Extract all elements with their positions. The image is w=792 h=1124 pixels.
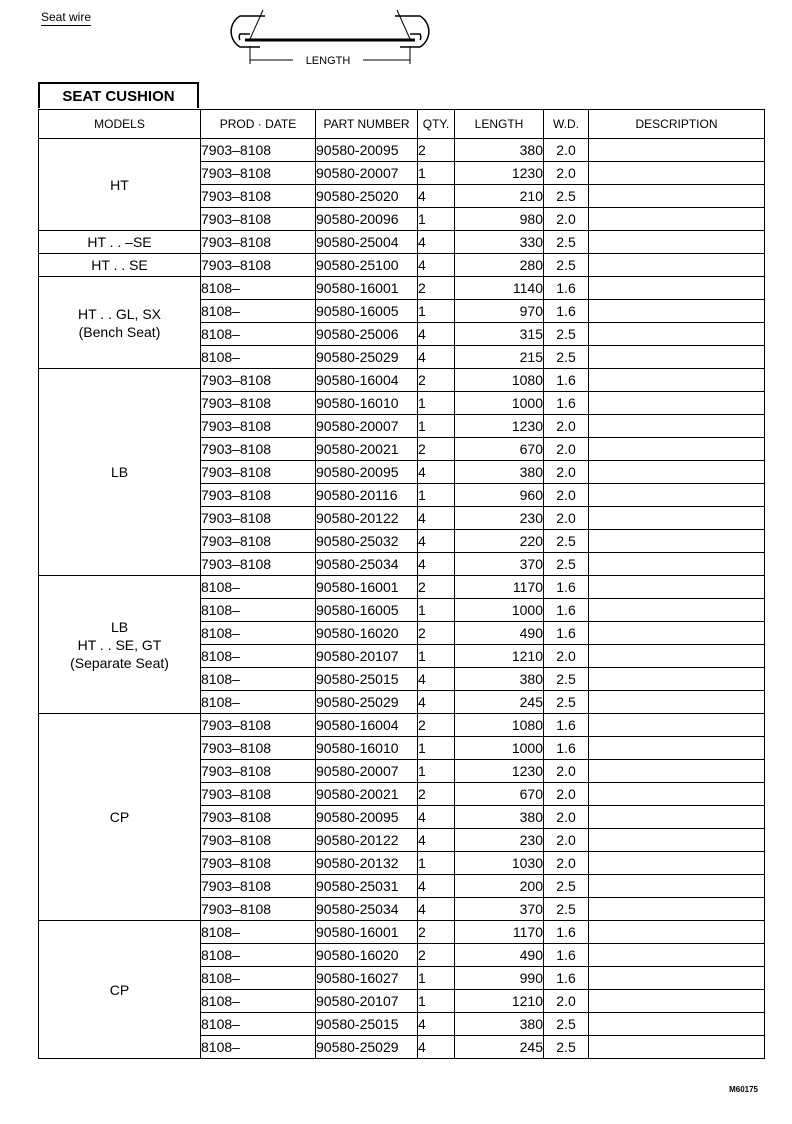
part-number-cell: 90580-20095 (316, 806, 418, 829)
qty-cell: 1 (418, 737, 455, 760)
description-cell (589, 852, 765, 875)
length-cell: 1000 (455, 599, 544, 622)
description-cell (589, 438, 765, 461)
part-number-cell: 90580-20107 (316, 990, 418, 1013)
part-number-cell: 90580-16027 (316, 967, 418, 990)
qty-cell: 1 (418, 599, 455, 622)
length-cell: 1230 (455, 162, 544, 185)
prod-date-cell: 7903–8108 (201, 737, 316, 760)
document-code: M60175 (729, 1085, 758, 1094)
wd-cell: 1.6 (544, 392, 589, 415)
model-name: LB (110, 464, 129, 480)
description-cell (589, 990, 765, 1013)
prod-date-cell: 7903–8108 (201, 162, 316, 185)
part-number-cell: 90580-16010 (316, 737, 418, 760)
length-cell: 1230 (455, 760, 544, 783)
wd-cell: 2.5 (544, 323, 589, 346)
prod-date-cell: 8108– (201, 346, 316, 369)
wd-cell: 2.0 (544, 829, 589, 852)
prod-date-cell: 8108– (201, 622, 316, 645)
part-number-cell: 90580-25029 (316, 1036, 418, 1059)
part-number-cell: 90580-20007 (316, 162, 418, 185)
col-qty: QTY. (418, 110, 455, 139)
model-name: (Separate Seat) (70, 654, 169, 671)
qty-cell: 1 (418, 392, 455, 415)
description-cell (589, 760, 765, 783)
part-number-cell: 90580-25032 (316, 530, 418, 553)
part-number-cell: 90580-20122 (316, 829, 418, 852)
description-cell (589, 484, 765, 507)
model-cell (39, 576, 201, 714)
prod-date-cell: 7903–8108 (201, 185, 316, 208)
seat-wire-label: Seat wire (41, 10, 92, 24)
table-row (39, 576, 765, 599)
qty-cell: 2 (418, 622, 455, 645)
length-cell: 490 (455, 944, 544, 967)
length-cell: 1030 (455, 852, 544, 875)
prod-date-cell: 8108– (201, 967, 316, 990)
description-cell (589, 921, 765, 944)
col-prod-date: PROD · DATE (201, 110, 316, 139)
model-cell (39, 139, 201, 231)
prod-date-cell: 7903–8108 (201, 875, 316, 898)
description-cell (589, 576, 765, 599)
length-cell: 1230 (455, 415, 544, 438)
qty-cell: 4 (418, 668, 455, 691)
wd-cell: 1.6 (544, 277, 589, 300)
wd-cell: 2.0 (544, 438, 589, 461)
length-cell: 980 (455, 208, 544, 231)
length-cell: 1170 (455, 921, 544, 944)
description-cell (589, 967, 765, 990)
wd-cell: 2.5 (544, 875, 589, 898)
wd-cell: 2.5 (544, 254, 589, 277)
wd-cell: 1.6 (544, 622, 589, 645)
table-row (39, 231, 765, 254)
part-number-cell: 90580-16020 (316, 622, 418, 645)
part-number-cell: 90580-20021 (316, 783, 418, 806)
description-cell (589, 691, 765, 714)
qty-cell: 4 (418, 1036, 455, 1059)
wd-cell: 2.0 (544, 760, 589, 783)
wd-cell: 2.0 (544, 484, 589, 507)
prod-date-cell: 7903–8108 (201, 369, 316, 392)
prod-date-cell: 7903–8108 (201, 898, 316, 921)
wd-cell: 2.0 (544, 461, 589, 484)
prod-date-cell: 7903–8108 (201, 507, 316, 530)
table-row (39, 254, 765, 277)
length-cell: 670 (455, 783, 544, 806)
prod-date-cell: 8108– (201, 1013, 316, 1036)
parts-table-body (39, 139, 765, 1059)
qty-cell: 1 (418, 852, 455, 875)
prod-date-cell: 7903–8108 (201, 461, 316, 484)
qty-cell: 2 (418, 576, 455, 599)
part-number-cell: 90580-25100 (316, 254, 418, 277)
length-cell: 370 (455, 553, 544, 576)
qty-cell: 4 (418, 806, 455, 829)
part-number-cell: 90580-25006 (316, 323, 418, 346)
part-number-cell: 90580-16010 (316, 392, 418, 415)
wd-cell: 2.0 (544, 645, 589, 668)
description-cell (589, 231, 765, 254)
qty-cell: 4 (418, 185, 455, 208)
length-cell: 315 (455, 323, 544, 346)
description-cell (589, 622, 765, 645)
description-cell (589, 185, 765, 208)
prod-date-cell: 7903–8108 (201, 852, 316, 875)
model-cell (39, 277, 201, 369)
wd-cell: 2.0 (544, 990, 589, 1013)
part-number-cell: 90580-25034 (316, 898, 418, 921)
seat-wire-diagram (215, 2, 445, 72)
qty-cell: 4 (418, 898, 455, 921)
description-cell (589, 668, 765, 691)
description-cell (589, 254, 765, 277)
length-cell: 245 (455, 1036, 544, 1059)
part-number-cell: 90580-20007 (316, 760, 418, 783)
part-number-cell: 90580-20021 (316, 438, 418, 461)
header-row (39, 110, 765, 139)
model-name: HT . . –SE (87, 234, 152, 250)
qty-cell: 4 (418, 875, 455, 898)
qty-cell: 1 (418, 760, 455, 783)
model-cell (39, 369, 201, 576)
description-cell (589, 139, 765, 162)
part-number-cell: 90580-20096 (316, 208, 418, 231)
length-cell: 960 (455, 484, 544, 507)
part-number-cell: 90580-20107 (316, 645, 418, 668)
prod-date-cell: 8108– (201, 300, 316, 323)
part-number-cell: 90580-20132 (316, 852, 418, 875)
length-cell: 380 (455, 1013, 544, 1036)
part-number-cell: 90580-25004 (316, 231, 418, 254)
model-name: HT (110, 176, 129, 193)
part-number-cell: 90580-16004 (316, 369, 418, 392)
wd-cell: 2.5 (544, 691, 589, 714)
length-cell: 670 (455, 438, 544, 461)
description-cell (589, 369, 765, 392)
part-number-cell: 90580-20007 (316, 415, 418, 438)
length-cell: 215 (455, 346, 544, 369)
prod-date-cell: 7903–8108 (201, 553, 316, 576)
qty-cell: 4 (418, 323, 455, 346)
prod-date-cell: 7903–8108 (201, 829, 316, 852)
description-cell (589, 783, 765, 806)
qty-cell: 2 (418, 369, 455, 392)
model-cell (39, 714, 201, 921)
qty-cell: 1 (418, 990, 455, 1013)
wd-cell: 2.5 (544, 530, 589, 553)
prod-date-cell: 8108– (201, 576, 316, 599)
wd-cell: 1.6 (544, 576, 589, 599)
length-cell: 1140 (455, 277, 544, 300)
table-row (39, 921, 765, 944)
prod-date-cell: 7903–8108 (201, 714, 316, 737)
part-number-cell: 90580-25031 (316, 875, 418, 898)
table-row (39, 139, 765, 162)
length-cell: 1080 (455, 714, 544, 737)
length-label: LENGTH (305, 55, 351, 67)
description-cell (589, 530, 765, 553)
wd-cell: 2.0 (544, 806, 589, 829)
description-cell (589, 507, 765, 530)
parts-table (38, 109, 765, 1059)
wd-cell: 1.6 (544, 921, 589, 944)
qty-cell: 4 (418, 231, 455, 254)
qty-cell: 2 (418, 783, 455, 806)
col-length: LENGTH (455, 110, 544, 139)
prod-date-cell: 8108– (201, 668, 316, 691)
model-name: HT . . SE (91, 257, 148, 273)
length-cell: 990 (455, 967, 544, 990)
wd-cell: 2.5 (544, 668, 589, 691)
qty-cell: 2 (418, 921, 455, 944)
qty-cell: 1 (418, 645, 455, 668)
model-name: HT . . GL, SX (78, 305, 161, 322)
prod-date-cell: 8108– (201, 599, 316, 622)
part-number-cell: 90580-25034 (316, 553, 418, 576)
qty-cell: 4 (418, 1013, 455, 1036)
qty-cell: 1 (418, 967, 455, 990)
qty-cell: 4 (418, 507, 455, 530)
description-cell (589, 392, 765, 415)
length-cell: 280 (455, 254, 544, 277)
wd-cell: 2.0 (544, 162, 589, 185)
wd-cell: 1.6 (544, 599, 589, 622)
qty-cell: 2 (418, 714, 455, 737)
part-number-cell: 90580-20116 (316, 484, 418, 507)
part-number-cell: 90580-25029 (316, 346, 418, 369)
col-models: MODELS (39, 110, 201, 139)
qty-cell: 4 (418, 691, 455, 714)
prod-date-cell: 7903–8108 (201, 806, 316, 829)
qty-cell: 4 (418, 829, 455, 852)
qty-cell: 4 (418, 346, 455, 369)
description-cell (589, 323, 765, 346)
part-number-cell: 90580-16004 (316, 714, 418, 737)
description-cell (589, 829, 765, 852)
length-cell: 200 (455, 875, 544, 898)
part-number-cell: 90580-16005 (316, 300, 418, 323)
prod-date-cell: 8108– (201, 990, 316, 1013)
qty-cell: 2 (418, 277, 455, 300)
wd-cell: 1.6 (544, 737, 589, 760)
prod-date-cell: 8108– (201, 277, 316, 300)
part-number-cell: 90580-16001 (316, 576, 418, 599)
description-cell (589, 944, 765, 967)
part-number-cell: 90580-16020 (316, 944, 418, 967)
description-cell (589, 875, 765, 898)
length-cell: 380 (455, 461, 544, 484)
model-name: (Bench Seat) (78, 323, 161, 340)
qty-cell: 1 (418, 208, 455, 231)
prod-date-cell: 7903–8108 (201, 139, 316, 162)
qty-cell: 2 (418, 438, 455, 461)
prod-date-cell: 8108– (201, 645, 316, 668)
length-cell: 1210 (455, 990, 544, 1013)
wd-cell: 2.0 (544, 139, 589, 162)
model-name: LB (110, 618, 129, 635)
prod-date-cell: 7903–8108 (201, 208, 316, 231)
description-cell (589, 1036, 765, 1059)
part-number-cell: 90580-25020 (316, 185, 418, 208)
length-cell: 330 (455, 231, 544, 254)
description-cell (589, 553, 765, 576)
wd-cell: 2.0 (544, 208, 589, 231)
prod-date-cell: 8108– (201, 921, 316, 944)
wd-cell: 1.6 (544, 967, 589, 990)
table-row (39, 714, 765, 737)
length-cell: 380 (455, 806, 544, 829)
wd-cell: 2.5 (544, 898, 589, 921)
prod-date-cell: 8108– (201, 691, 316, 714)
description-cell (589, 806, 765, 829)
length-cell: 490 (455, 622, 544, 645)
length-cell: 220 (455, 530, 544, 553)
length-cell: 1000 (455, 392, 544, 415)
length-cell: 230 (455, 829, 544, 852)
model-name: CP (109, 809, 130, 825)
wd-cell: 2.5 (544, 1013, 589, 1036)
table-row (39, 277, 765, 300)
wd-cell: 2.0 (544, 507, 589, 530)
prod-date-cell: 7903–8108 (201, 760, 316, 783)
length-cell: 1080 (455, 369, 544, 392)
wd-cell: 2.5 (544, 1036, 589, 1059)
prod-date-cell: 7903–8108 (201, 254, 316, 277)
prod-date-cell: 8108– (201, 1036, 316, 1059)
prod-date-cell: 7903–8108 (201, 783, 316, 806)
length-cell: 1210 (455, 645, 544, 668)
description-cell (589, 898, 765, 921)
prod-date-cell: 8108– (201, 323, 316, 346)
description-cell (589, 162, 765, 185)
wd-cell: 1.6 (544, 300, 589, 323)
model-cell (39, 254, 201, 277)
description-cell (589, 277, 765, 300)
description-cell (589, 737, 765, 760)
length-cell: 380 (455, 139, 544, 162)
length-cell: 380 (455, 668, 544, 691)
qty-cell: 1 (418, 300, 455, 323)
length-cell: 1170 (455, 576, 544, 599)
qty-cell: 2 (418, 139, 455, 162)
length-cell: 370 (455, 898, 544, 921)
qty-cell: 1 (418, 162, 455, 185)
length-cell: 970 (455, 300, 544, 323)
part-number-cell: 90580-16001 (316, 921, 418, 944)
qty-cell: 4 (418, 553, 455, 576)
wd-cell: 2.5 (544, 346, 589, 369)
wd-cell: 1.6 (544, 369, 589, 392)
description-cell (589, 346, 765, 369)
wd-cell: 2.5 (544, 231, 589, 254)
part-number-cell: 90580-25015 (316, 1013, 418, 1036)
length-cell: 230 (455, 507, 544, 530)
description-cell (589, 1013, 765, 1036)
wd-cell: 2.0 (544, 852, 589, 875)
description-cell (589, 415, 765, 438)
table-row (39, 369, 765, 392)
wd-cell: 2.0 (544, 783, 589, 806)
part-number-cell: 90580-20122 (316, 507, 418, 530)
col-wd: W.D. (544, 110, 589, 139)
qty-cell: 1 (418, 484, 455, 507)
prod-date-cell: 8108– (201, 944, 316, 967)
part-number-cell: 90580-20095 (316, 461, 418, 484)
description-cell (589, 599, 765, 622)
prod-date-cell: 7903–8108 (201, 530, 316, 553)
qty-cell: 4 (418, 254, 455, 277)
qty-cell: 4 (418, 530, 455, 553)
prod-date-cell: 7903–8108 (201, 231, 316, 254)
qty-cell: 2 (418, 944, 455, 967)
wd-cell: 2.0 (544, 415, 589, 438)
description-cell (589, 300, 765, 323)
length-cell: 1000 (455, 737, 544, 760)
section-title: SEAT CUSHION (38, 82, 199, 108)
wd-cell: 2.5 (544, 185, 589, 208)
model-cell (39, 921, 201, 1059)
part-number-cell: 90580-16005 (316, 599, 418, 622)
col-part-number: PART NUMBER (316, 110, 418, 139)
part-number-cell: 90580-25029 (316, 691, 418, 714)
prod-date-cell: 7903–8108 (201, 484, 316, 507)
prod-date-cell: 7903–8108 (201, 415, 316, 438)
length-cell: 245 (455, 691, 544, 714)
description-cell (589, 208, 765, 231)
part-number-cell: 90580-16001 (316, 277, 418, 300)
model-cell (39, 231, 201, 254)
wd-cell: 1.6 (544, 944, 589, 967)
wd-cell: 2.5 (544, 553, 589, 576)
prod-date-cell: 7903–8108 (201, 392, 316, 415)
description-cell (589, 714, 765, 737)
description-cell (589, 461, 765, 484)
model-name: CP (109, 981, 130, 998)
description-cell (589, 645, 765, 668)
model-name: HT . . SE, GT (77, 636, 162, 653)
col-description: DESCRIPTION (589, 110, 765, 139)
part-number-cell: 90580-20095 (316, 139, 418, 162)
qty-cell: 1 (418, 415, 455, 438)
wd-cell: 1.6 (544, 714, 589, 737)
prod-date-cell: 7903–8108 (201, 438, 316, 461)
part-number-cell: 90580-25015 (316, 668, 418, 691)
length-cell: 210 (455, 185, 544, 208)
qty-cell: 4 (418, 461, 455, 484)
